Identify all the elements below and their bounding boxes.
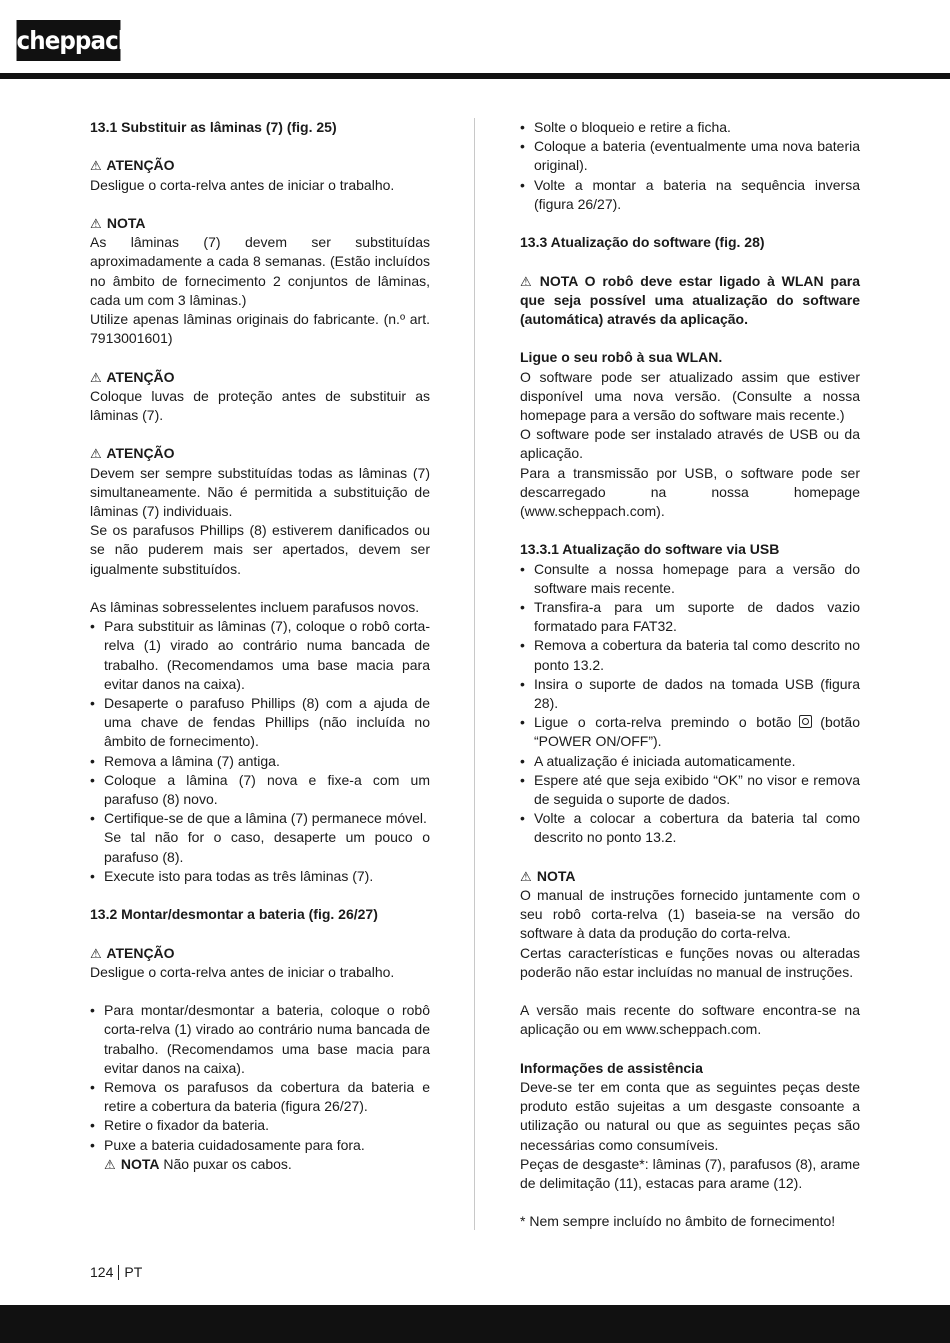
list-item: • Solte o bloqueio e retire a ficha. (520, 118, 860, 137)
wlan-paragraph: O software pode ser instalado através de USB ou da aplicação. (520, 426, 860, 462)
column-divider (474, 118, 475, 1230)
usb-steps-list (520, 560, 860, 848)
wlan-paragraph: O software pode ser atualizado assim que estiver disponível uma nova versão. (Consulte a nossa homepage para a versão do software mais recente.) (520, 368, 860, 423)
assistance-paragraph: Peças de desgaste*: lâminas (7), parafusos (8), arame de delimitação (11), estacas para arame (12). (520, 1155, 860, 1192)
list-item: • Desaperte o parafuso Phillips (8) com a ajuda de uma chave de fendas Phillips (não incluída no âmbito de fornecimento). (90, 694, 430, 752)
left-column (90, 118, 430, 1174)
list-item: • Insira o suporte de dados na tomada USB (figura 28). (520, 675, 860, 713)
list-item: • Remova a cobertura da bateria tal como descrito no ponto 13.2. (520, 636, 860, 674)
assistance-paragraph: Deve-se ter em conta que as seguintes peças deste produto estão sujeitas a um desgaste consoante a utilização ou natural ou que as seguintes peças são necessárias como consumíveis. (520, 1079, 860, 1153)
battery-steps-list-cont (520, 118, 860, 214)
page-number: 124 (90, 1264, 114, 1280)
list-item: • Para montar/desmontar a bateria, coloque o robô corta-relva (1) virado ao contrário numa bancada de trabalho. (Recomendamos uma base macia para evitar danos na caixa). (90, 1001, 430, 1078)
list-item: • Puxe a bateria cuidadosamente para fora. (90, 1136, 430, 1155)
note-paragraph: As lâminas (7) devem ser substituídas aproximadamente a cada 8 semanas. (Estão incluídos no âmbito de fornecimento 2 conjuntos de lâminas, cada um com 3 lâminas.) (90, 234, 430, 308)
warning-icon: ⚠ (90, 215, 102, 231)
section-13-1-title: 13.1 Substituir as lâminas (7) (fig. 25) (90, 119, 337, 135)
list-item: • Remova a lâmina (7) antiga. (90, 752, 430, 771)
list-item: • Volte a montar a bateria na sequência inversa (figura 26/27). (520, 176, 860, 214)
spare-parts-intro: As lâminas sobresselentes incluem parafusos novos. (90, 599, 420, 615)
list-item: • Execute isto para todas as três lâminas (7). (90, 867, 430, 886)
header-rule (0, 73, 950, 79)
wlan-paragraph: Para a transmissão por USB, o software pode ser descarregado na nossa homepage (www.scheppach.com). (520, 464, 860, 520)
list-item: • A atualização é iniciada automaticamente. (520, 752, 860, 771)
attention-text: Coloque luvas de proteção antes de substituir as lâminas (7). (90, 387, 430, 423)
battery-steps-list (90, 1001, 430, 1174)
list-item: • Coloque a lâmina (7) nova e fixe-a com um parafuso (8) novo. (90, 771, 430, 809)
footnote: * Nem sempre incluído no âmbito de fornecimento! (520, 1213, 836, 1230)
section-13-3-title: 13.3 Atualização do software (fig. 28) (520, 234, 765, 251)
list-item: • Transfira-a para um suporte de dados vazio formatado para FAT32. (520, 598, 860, 636)
section-13-2-title: 13.2 Montar/desmontar a bateria (fig. 26/27) (90, 906, 378, 923)
list-item-continuation: Se tal não for o caso, desaperte um pouco o parafuso (8). (104, 829, 430, 865)
warning-icon: ⚠ (90, 446, 102, 462)
note-paragraph: O manual de instruções fornecido juntamente com o seu robô corta-relva (1) baseia-se na versão do software à data da produção do corta-relva. (520, 887, 860, 942)
page-footer (90, 1264, 142, 1280)
attention-heading: ⚠ ATENÇÃO (90, 368, 430, 387)
battery-note: ⚠ NOTA Não puxar os cabos. (90, 1155, 430, 1174)
attention-heading: ⚠ ATENÇÃO (90, 444, 430, 463)
list-item-power: • Ligue o corta-relva premindo o botão (botão “POWER ON/OFF”). (520, 713, 860, 751)
list-item: • Remova os parafusos da cobertura da bateria e retire a cobertura da bateria (figura 26/27). (90, 1078, 430, 1116)
warning-icon: ⚠ (90, 158, 102, 174)
list-item: • Volte a colocar a cobertura da bateria tal como descrito no ponto 13.2. (520, 809, 860, 847)
wlan-heading: Ligue o seu robô à sua WLAN. (520, 349, 723, 366)
note-paragraph: Utilize apenas lâminas originais do fabricante. (n.º art. 7913001601) (90, 311, 430, 347)
attention-text: Devem ser sempre substituídas todas as lâminas (7) simultaneamente. Não é permitida a substituição de lâminas (7) individuais. (90, 464, 430, 519)
right-column (520, 118, 860, 1232)
note-paragraph: Certas características e funções novas ou alteradas poderão não estar incluídas no manual de instruções. (520, 944, 860, 980)
attention-heading: ⚠ ATENÇÃO (90, 156, 430, 175)
footer-bar (0, 1305, 950, 1343)
attention-text: Desligue o corta-relva antes de iniciar o trabalho. (90, 963, 395, 980)
power-button-icon (799, 715, 812, 728)
list-item: • Espere até que seja exibido “OK” no visor e remova de seguida o suporte de dados. (520, 771, 860, 809)
warning-icon: ⚠ (520, 273, 532, 289)
attention-text: Se os parafusos Phillips (8) estiverem danificados ou se não puderem mais ser apertados, devem ser igualmente substituídos. (90, 522, 430, 577)
warning-icon: ⚠ (90, 945, 102, 961)
warning-icon: ⚠ (90, 369, 102, 385)
wlan-note: ⚠ NOTA O robô deve estar ligado à WLAN para que seja possível uma atualização do software (automática) através da aplicação. (520, 272, 860, 327)
list-item: • Para substituir as lâminas (7), coloque o robô corta-relva (1) virado ao contrário numa bancada de trabalho. (Recomendamos uma base macia para evitar danos na caixa). (90, 617, 430, 694)
footer-separator (118, 1265, 119, 1280)
blade-steps-list (90, 617, 430, 886)
section-13-3-1-title: 13.3.1 Atualização do software via USB (520, 541, 780, 558)
brand-logo: scheppach (17, 20, 121, 61)
warning-icon: ⚠ (520, 868, 532, 884)
list-item: • Consulte a nossa homepage para a versão do software mais recente. (520, 560, 860, 598)
language-code: PT (124, 1264, 143, 1280)
list-item: • Retire o fixador da bateria. (90, 1116, 430, 1135)
latest-version-text: A versão mais recente do software encontra-se na aplicação ou em www.scheppach.com. (520, 1002, 860, 1038)
list-item: • Certifique-se de que a lâmina (7) permanece móvel. (90, 809, 430, 828)
assistance-title: Informações de assistência (520, 1059, 703, 1076)
note-heading: ⚠ NOTA (90, 214, 430, 233)
warning-icon: ⚠ (104, 1156, 116, 1172)
note-heading: ⚠ NOTA (520, 867, 860, 886)
list-item: • Coloque a bateria (eventualmente uma nova bateria original). (520, 137, 860, 175)
attention-heading: ⚠ ATENÇÃO (90, 944, 430, 963)
attention-text: Desligue o corta-relva antes de iniciar o trabalho. (90, 176, 395, 193)
